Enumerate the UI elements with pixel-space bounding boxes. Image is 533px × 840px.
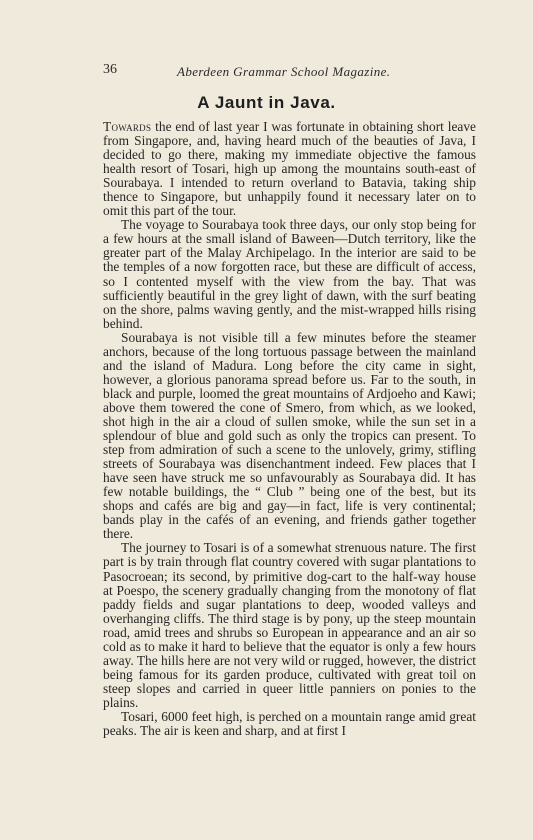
running-title: Aberdeen Grammar School Magazine. <box>177 64 391 79</box>
paragraph: Tosari, 6000 feet high, is perched on a mountain range amid great peaks. The air is keen and sharp, and at first I <box>103 708 476 739</box>
lead-word: Towards <box>103 119 152 134</box>
paragraph-text: the end of last year I was fortunate in obtaining short leave from Singapore, and, having heard much of the beauties of Java, I decided to go there, making my immediate objective the famous health resort of Tosari, high up among the mountains south-east of Sourabaya. I intended to return overland to Batavia, taking ship thence to Singapore, but unhappily found it necessary later on to omit this part of the tour. <box>103 119 476 219</box>
article-title: A Jaunt in Java. <box>197 93 336 112</box>
paragraph: The voyage to Sourabaya took three days, our only stop being for a few hours at the small island of Baween—Dutch territory, like the greater part of the Malay Archipelago. In the interior are said to be the temples of a now forgotten race, but these are difficult of access, so I contented myself with the view from the bay. That was sufficiently beautiful in the grey light of dawn, with the surf beating on the shore, palms waving gently, and the mist-wrapped hills rising behind. <box>103 217 476 331</box>
paragraph: Sourabaya is not visible till a few minutes before the steamer anchors, because of the long tortuous passage between the mainland and the island of Madura. Long before the city came in sight, however, a glorious panorama spread before us. Far to the south, in black and purple, loomed the great mountains of Ardjoeho and Kawi; above them towered the cone of Smero, from which, as we looked, shot high in the air a cloud of sullen smoke, while the sun set in a splendour of blue and gold such as only the tropics can present. To step from admiration of such a scene to the unlovely, grimy, stifling streets of Sourabaya was disenchantment indeed. Few places that I have seen have struck me so unfavourably as Sourabaya did. It has few notable buildings, the “ Club ” being one of the best, but its shops and cafés are big and gay—in fact, life is very continental; bands play in the cafés of an evening, and friends gather together there. <box>103 329 476 542</box>
paragraph: The journey to Tosari is of a somewhat strenuous nature. The first part is by train through flat country covered with sugar plantations to Pasocroean; its second, by primitive dog-cart to the half-way house at Poespo, the scenery gradually changing from the monotony of flat paddy fields and sugar plantations to deep, wooded valleys and overhanging cliffs. The third stage is by pony, up the steep mountain road, amid trees and shrubs so European in appearance and an air so cold as to make it hard to believe that the equator is only a few hours away. The hills here are not very wild or rugged, however, the district being famous for its garden produce, cultivated with great toil on steep slopes and carried in queer little panniers on ponies to the plains. <box>103 540 476 710</box>
paragraph <box>103 120 476 218</box>
page-header <box>0 60 533 82</box>
page-number: 36 <box>103 62 117 77</box>
article-body <box>103 120 476 738</box>
